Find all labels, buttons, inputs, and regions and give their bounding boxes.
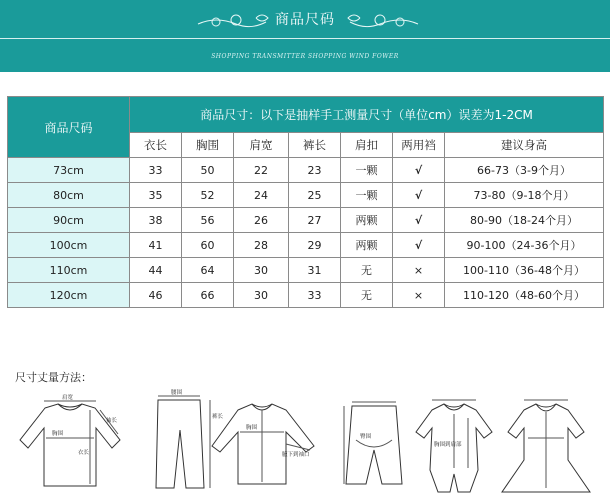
column-header: 肩宽 [234, 133, 289, 158]
cross-mark-icon: × [393, 283, 445, 308]
table-cell: 66-73（3-9个月） [445, 158, 604, 183]
measurement-note-text: 商品尺寸：以下是抽样手工测量尺寸（单位cm）误差为1-2CM [200, 108, 533, 122]
table-cell: 73-80（9-18个月） [445, 183, 604, 208]
table-cell: 31 [289, 258, 341, 283]
measurement-method-title: 尺寸丈量方法： [15, 371, 92, 384]
size-cell: 90cm [8, 208, 130, 233]
ornament-right-icon [330, 12, 420, 32]
banner-rule-right [430, 38, 610, 39]
pants-diagram-icon [156, 396, 210, 488]
label-waist: 腰围 [171, 390, 183, 396]
table-cell: 33 [130, 158, 182, 183]
table-cell: 44 [130, 258, 182, 283]
table-cell: 23 [289, 158, 341, 183]
table-cell: 27 [289, 208, 341, 233]
sweater-diagram-icon [212, 404, 314, 484]
table-cell: 一颗 [341, 183, 393, 208]
label-chest: 胸围 [52, 431, 64, 437]
cross-mark-icon: × [393, 258, 445, 283]
table-cell: 52 [182, 183, 234, 208]
table-cell: 38 [130, 208, 182, 233]
table-cell: 50 [182, 158, 234, 183]
table-cell: 60 [182, 233, 234, 258]
table-cell: 64 [182, 258, 234, 283]
table-cell: 66 [182, 283, 234, 308]
label-length: 衣长 [78, 450, 90, 456]
label-sleeve: 袖长 [106, 418, 118, 424]
size-cell: 110cm [8, 258, 130, 283]
page-title: 商品尺码 [275, 12, 335, 28]
tshirt-diagram-icon [20, 401, 120, 486]
label-shoulder: 肩宽 [62, 395, 74, 401]
table-cell: 30 [234, 258, 289, 283]
size-cell: 80cm [8, 183, 130, 208]
measurement-note [130, 97, 604, 133]
banner-rule-left [0, 38, 180, 39]
label-hip: 臀围 [360, 434, 372, 440]
table-row [8, 233, 604, 258]
measurement-diagrams [0, 388, 610, 500]
table-cell: 30 [234, 283, 289, 308]
table-cell: 100-110（36-48个月） [445, 258, 604, 283]
column-header: 两用裆 [393, 133, 445, 158]
check-mark-icon: √ [393, 158, 445, 183]
table-cell: 无 [341, 283, 393, 308]
table-row [8, 158, 604, 183]
header-banner [0, 0, 610, 72]
size-header-cell: 商品尺码 [8, 97, 130, 158]
check-mark-icon: √ [393, 233, 445, 258]
size-cell: 100cm [8, 233, 130, 258]
table-cell: 33 [289, 283, 341, 308]
table-cell: 29 [289, 233, 341, 258]
table-cell: 46 [130, 283, 182, 308]
column-header: 胸围 [182, 133, 234, 158]
table-cell: 35 [130, 183, 182, 208]
label-crotch-to-shoulder: 胸围到肩部 [434, 442, 462, 448]
dress-diagram-icon [502, 400, 590, 492]
column-header: 肩扣 [341, 133, 393, 158]
table-cell: 两颗 [341, 208, 393, 233]
table-cell: 90-100（24-36个月） [445, 233, 604, 258]
label-cuff: 腋下到袖口 [282, 452, 310, 458]
table-cell: 24 [234, 183, 289, 208]
column-header: 裤长 [289, 133, 341, 158]
table-cell: 80-90（18-24个月） [445, 208, 604, 233]
banner-rule-center [180, 38, 430, 39]
table-row [8, 283, 604, 308]
size-cell: 73cm [8, 158, 130, 183]
column-header: 建议身高 [445, 133, 604, 158]
size-cell: 120cm [8, 283, 130, 308]
table-row [8, 183, 604, 208]
table-row [8, 258, 604, 283]
size-table [7, 96, 604, 308]
table-cell: 一颗 [341, 158, 393, 183]
table-cell: 25 [289, 183, 341, 208]
table-cell: 26 [234, 208, 289, 233]
shorts-diagram-icon [344, 402, 402, 484]
column-header: 衣长 [130, 133, 182, 158]
table-cell: 无 [341, 258, 393, 283]
table-cell: 41 [130, 233, 182, 258]
table-cell: 56 [182, 208, 234, 233]
banner-subtitle: SHOPPING TRANSMITTER SHOPPING WIND FOWER [211, 53, 399, 60]
check-mark-icon: √ [393, 183, 445, 208]
table-cell: 两颗 [341, 233, 393, 258]
table-row [8, 208, 604, 233]
table-cell: 28 [234, 233, 289, 258]
table-cell: 22 [234, 158, 289, 183]
label-pants-length: 裤长 [212, 414, 224, 420]
label-lower-chest: 胸围 [246, 425, 258, 431]
check-mark-icon: √ [393, 208, 445, 233]
table-cell: 110-120（48-60个月） [445, 283, 604, 308]
